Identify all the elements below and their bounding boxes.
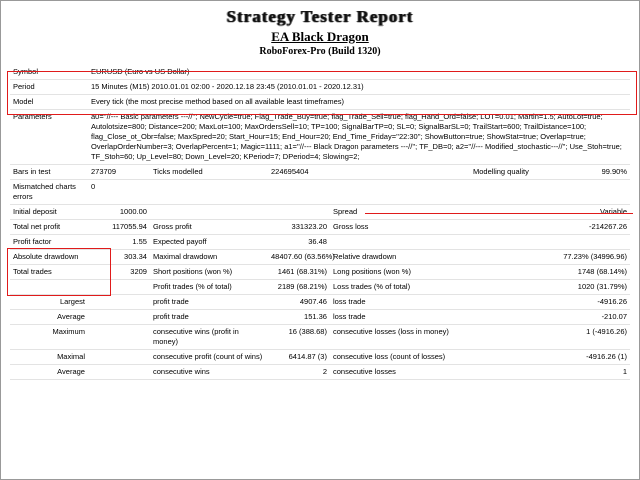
table-row bbox=[10, 365, 630, 380]
maximum-label: Maximum bbox=[10, 325, 88, 350]
table-row bbox=[10, 220, 630, 235]
total-net-profit-label: Total net profit bbox=[10, 220, 88, 235]
page-title: Strategy Tester Report bbox=[226, 7, 414, 26]
table-row bbox=[10, 235, 630, 250]
initial-deposit-value: 1000.00 bbox=[88, 205, 150, 220]
period-value: 15 Minutes (M15) 2010.01.01 02:00 - 2020.12.18 23:45 (2010.01.01 - 2020.12.31) bbox=[88, 80, 630, 95]
symbol-label: Symbol bbox=[10, 65, 88, 80]
profit-trades-label: Profit trades (% of total) bbox=[150, 280, 268, 295]
gross-profit-label: Gross profit bbox=[150, 220, 268, 235]
bars-in-test-value: 273709 bbox=[88, 165, 150, 180]
report-header bbox=[1, 1, 639, 59]
profit-factor-label: Profit factor bbox=[10, 235, 88, 250]
relative-drawdown-value: 77.23% (34996.96) bbox=[548, 250, 630, 265]
avg-consecutive-losses-value: 1 bbox=[548, 365, 630, 380]
avg-consecutive-losses-label: consecutive losses bbox=[330, 365, 470, 380]
maximal-consecutive-loss-value: -4916.26 (1) bbox=[548, 350, 630, 365]
ticks-modelled-label: Ticks modelled bbox=[150, 165, 268, 180]
max-consecutive-losses-value: 1 (-4916.26) bbox=[548, 325, 630, 350]
maximal-drawdown-label: Maximal drawdown bbox=[150, 250, 268, 265]
maximal-consecutive-profit-label: consecutive profit (count of wins) bbox=[150, 350, 268, 365]
absolute-drawdown-label: Absolute drawdown bbox=[10, 250, 88, 265]
largest-profit-trade-value: 4907.46 bbox=[268, 295, 330, 310]
largest-label: Largest bbox=[10, 295, 88, 310]
gross-loss-value: -214267.26 bbox=[548, 220, 630, 235]
long-positions-label: Long positions (won %) bbox=[330, 265, 470, 280]
table-row bbox=[10, 250, 630, 265]
initial-deposit-label: Initial deposit bbox=[10, 205, 88, 220]
expected-payoff-value: 36.48 bbox=[268, 235, 330, 250]
average-profit-trade-label: profit trade bbox=[150, 310, 268, 325]
total-trades-value: 3209 bbox=[88, 265, 150, 280]
mismatched-errors-value: 0 bbox=[88, 180, 150, 205]
modelling-quality-value: 99.90% bbox=[548, 165, 630, 180]
period-label: Period bbox=[10, 80, 88, 95]
info-table bbox=[10, 65, 630, 380]
table-row bbox=[10, 110, 630, 165]
short-positions-value: 1461 (68.31%) bbox=[268, 265, 330, 280]
table-row bbox=[10, 280, 630, 295]
total-net-profit-value: 117055.94 bbox=[88, 220, 150, 235]
table-row bbox=[10, 65, 630, 80]
max-consecutive-losses-label: consecutive losses (loss in money) bbox=[330, 325, 470, 350]
table-row bbox=[10, 95, 630, 110]
largest-loss-trade-label: loss trade bbox=[330, 295, 470, 310]
table-row bbox=[10, 180, 630, 205]
maximal-label: Maximal bbox=[10, 350, 88, 365]
parameters-label: Parameters bbox=[10, 110, 88, 165]
modelling-quality-label: Modelling quality bbox=[470, 165, 548, 180]
table-row bbox=[10, 80, 630, 95]
average-label: Average bbox=[10, 310, 88, 325]
largest-loss-trade-value: -4916.26 bbox=[548, 295, 630, 310]
table-row bbox=[10, 205, 630, 220]
symbol-value: EURUSD (Euro vs US Dollar) bbox=[88, 65, 630, 80]
avg-consecutive-wins-label: consecutive wins bbox=[150, 365, 268, 380]
mismatched-errors-label: Mismatched charts errors bbox=[10, 180, 88, 205]
model-label: Model bbox=[10, 95, 88, 110]
average-loss-trade-value: -210.07 bbox=[548, 310, 630, 325]
ticks-modelled-value: 224695404 bbox=[268, 165, 470, 180]
short-positions-label: Short positions (won %) bbox=[150, 265, 268, 280]
profit-trades-value: 2189 (68.21%) bbox=[268, 280, 330, 295]
maximal-consecutive-profit-value: 6414.87 (3) bbox=[268, 350, 330, 365]
table-row bbox=[10, 165, 630, 180]
avg-consecutive-wins-value: 2 bbox=[268, 365, 330, 380]
table-row bbox=[10, 295, 630, 310]
maximal-drawdown-value: 48407.60 (63.56%) bbox=[268, 250, 330, 265]
average-consecutive-label: Average bbox=[10, 365, 88, 380]
largest-profit-trade-label: profit trade bbox=[150, 295, 268, 310]
spread-label: Spread bbox=[330, 205, 470, 220]
spread-value: Variable bbox=[548, 205, 630, 220]
expected-payoff-label: Expected payoff bbox=[150, 235, 268, 250]
bars-in-test-label: Bars in test bbox=[10, 165, 88, 180]
average-loss-trade-label: loss trade bbox=[330, 310, 470, 325]
total-trades-label: Total trades bbox=[10, 265, 88, 280]
gross-loss-label: Gross loss bbox=[330, 220, 470, 235]
long-positions-value: 1748 (68.14%) bbox=[548, 265, 630, 280]
table-row bbox=[10, 310, 630, 325]
table-row bbox=[10, 350, 630, 365]
absolute-drawdown-value: 303.34 bbox=[88, 250, 150, 265]
gross-profit-value: 331323.20 bbox=[268, 220, 330, 235]
parameters-value: a0=''//--- Basic parameters ---//''; NewCycle=true; Flag_Trade_Buy=true; flag_Trade_Sell=true; flag_Hand_Ord=false; LOT=0.01; Martin=1.5; AutoLot=true; Autolotsize=800; Distance=200; MaxLot=100; MaxOrdersSell=10; TP=100; SignalBarTP=0; SL=0; SignalBarSL=0; TrailStart=600; TrailDistance=100; flag_Close_ot_Obr=false; MaxSpred=20; Start_Hour=15; End_Hour=20; End_Time_Friday=''22:30''; ShowButton=true; ShowStat=true; Overlap=true; OverlapOrderNumber=3; OverlapPercent=1; Magic=1111; a1=''//--- Black Dragon parameters ---//''; TF_DB=0; a2=''//--- Modified_stochastic---//''; Use_Stoh=true; TF_Stoh=60; Up_Level=80; Down_Level=20; KPeriod=7; DPeriod=4; Slowing=2; bbox=[88, 110, 630, 165]
average-profit-trade-value: 151.36 bbox=[268, 310, 330, 325]
loss-trades-label: Loss trades (% of total) bbox=[330, 280, 470, 295]
relative-drawdown-label: Relative drawdown bbox=[330, 250, 470, 265]
profit-factor-value: 1.55 bbox=[88, 235, 150, 250]
model-value: Every tick (the most precise method based on all available least timeframes) bbox=[88, 95, 630, 110]
max-consecutive-wins-value: 16 (388.68) bbox=[268, 325, 330, 350]
table-row bbox=[10, 265, 630, 280]
loss-trades-value: 1020 (31.79%) bbox=[548, 280, 630, 295]
table-row bbox=[10, 325, 630, 350]
ea-name: EA Black Dragon bbox=[271, 29, 369, 44]
broker-build: RoboForex-Pro (Build 1320) bbox=[259, 46, 381, 57]
maximal-consecutive-loss-label: consecutive loss (count of losses) bbox=[330, 350, 470, 365]
max-consecutive-wins-label: consecutive wins (profit in money) bbox=[150, 325, 268, 350]
